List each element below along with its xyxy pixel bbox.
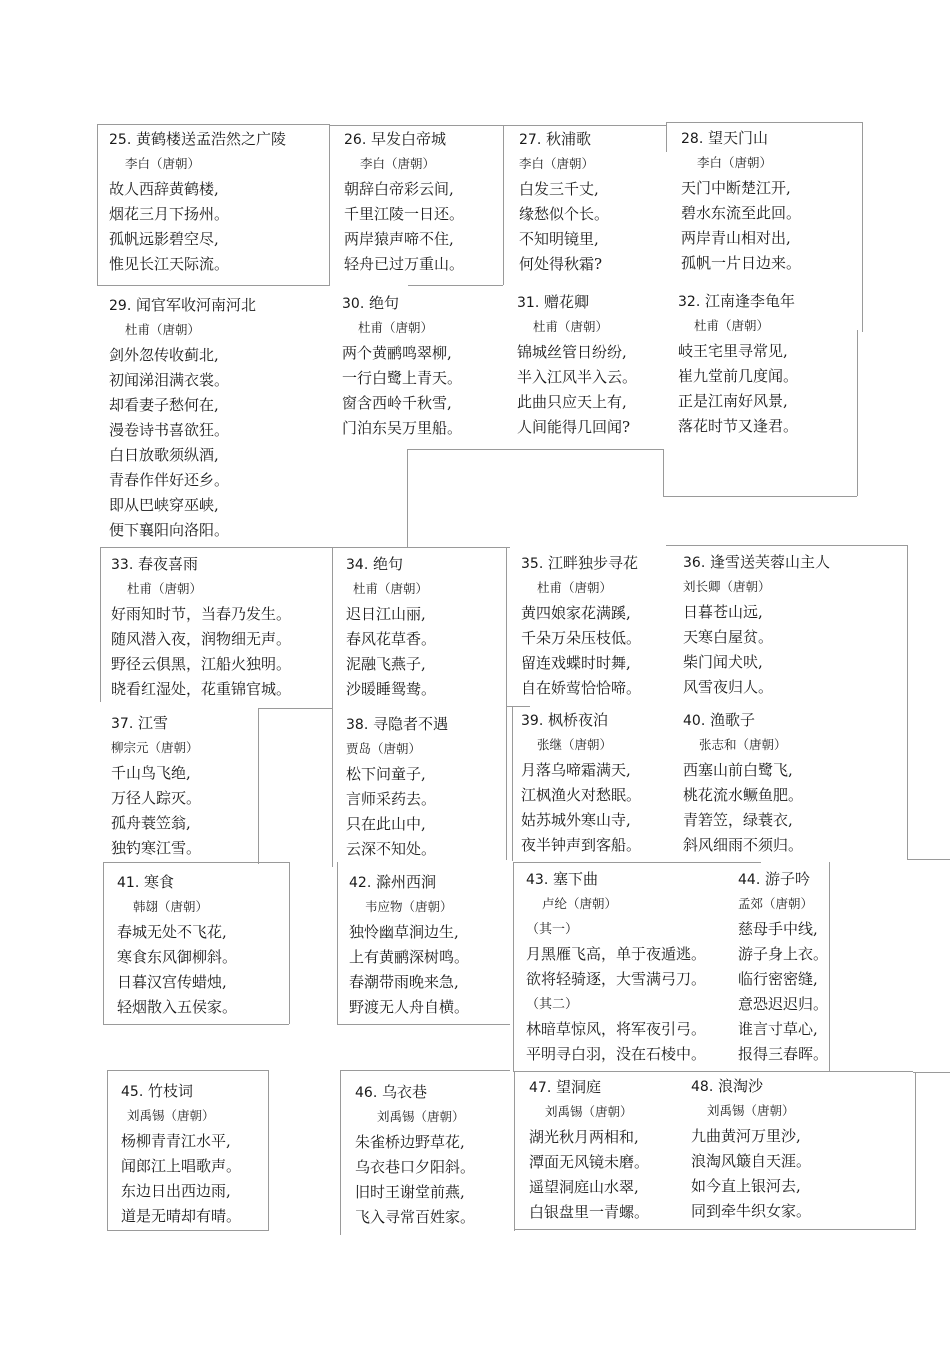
poem-lines: 日暮苍山远, 天寒白屋贫。 柴门闻犬吠, 风雪夜归人。 (683, 603, 774, 696)
rule-line (666, 122, 667, 152)
poem-27 (519, 130, 609, 277)
rule-line (513, 862, 761, 863)
rule-line (107, 1070, 269, 1071)
rule-line (513, 1071, 913, 1072)
rule-line (329, 124, 330, 286)
rule-line (340, 1070, 341, 1235)
poem-lines: 故人西辞黄鹤楼, 烟花三月下扬州。 孤帆远影碧空尽, 惟见长江天际流。 (109, 180, 230, 273)
poem-lines: 迟日江山丽, 春风花草香。 泥融飞燕子, 沙暖睡鸳鸯。 (346, 605, 437, 698)
poem-author: 杜甫（唐朝） (125, 322, 201, 337)
rule-line (268, 1070, 269, 1230)
poem-31 (517, 293, 637, 440)
poem-lines: 剑外忽传收蓟北, 初闻涕泪满衣裳。 却看妻子愁何在, 漫卷诗书喜欲狂。 白日放歌须纵酒, 青春作伴好还乡。 即从巴峡穿巫峡, 便下襄阳向洛阳。 (109, 346, 230, 539)
rule-line (503, 125, 504, 285)
poem-28 (681, 129, 801, 276)
poem-25 (109, 130, 286, 277)
poem-author: 刘禹锡（唐朝） (377, 1109, 465, 1124)
poem-title: 48. 浪淘沙 (691, 1077, 764, 1095)
poem-author: 刘长卿（唐朝） (683, 579, 771, 594)
poem-author: 韩翃（唐朝） (133, 899, 209, 914)
poem-author: 刘禹锡（唐朝） (127, 1108, 215, 1123)
poem-38 (346, 715, 448, 862)
rule-line (666, 545, 908, 546)
rule-line (340, 1070, 510, 1071)
poem-author: 李白（唐朝） (697, 155, 773, 170)
poem-39 (521, 711, 641, 858)
poem-title: 39. 枫桥夜泊 (521, 711, 609, 729)
poem-author: 柳宗元（唐朝） (111, 740, 199, 755)
poem-author: 韦应物（唐朝） (365, 899, 453, 914)
poem-42 (349, 873, 469, 1020)
rule-line (913, 1072, 950, 1073)
poem-title: 41. 寒食 (117, 873, 175, 891)
poem-32 (678, 292, 798, 439)
rule-line (289, 862, 290, 1024)
poem-lines: 慈母手中线, 游子身上衣。 临行密密缝, 意恐迟迟归。 谁言寸草心, 报得三春晖。 (738, 920, 829, 1063)
poem-author: 李白（唐朝） (125, 156, 201, 171)
poem-40 (683, 711, 803, 858)
poem-41 (117, 873, 237, 1020)
poem-lines: 九曲黄河万里沙, 浪淘风簸自天涯。 如今直上银河去, 同到牵牛织女家。 (691, 1127, 812, 1220)
rule-line (337, 1024, 510, 1025)
rule-line (663, 449, 664, 496)
poem-lines: 好雨知时节，当春乃发生。 随风潜入夜，润物细无声。 野径云俱黑，江船火独明。 晓看红湿处，花重锦官城。 (111, 605, 292, 698)
poem-33 (111, 555, 291, 702)
poem-title: 34. 绝句 (346, 555, 404, 573)
poem-title: 46. 乌衣巷 (355, 1083, 428, 1101)
poem-title: 33. 春夜喜雨 (111, 555, 199, 573)
poem-lines: 朝辞白帝彩云间, 千里江陵一日还。 两岸猿声啼不住, 轻舟已过万重山。 (344, 180, 465, 273)
poem-author: 张继（唐朝） (537, 737, 613, 752)
poem-title: 37. 江雪 (111, 714, 169, 732)
poem-lines: 天门中断楚江开, 碧水东流至此回。 两岸青山相对出, 孤帆一片日边来。 (681, 179, 802, 272)
poem-title: 40. 渔歌子 (683, 711, 756, 729)
poem-lines: 白发三千丈, 缘愁似个长。 不知明镜里, 何处得秋霜? (519, 180, 610, 273)
poem-29 (109, 296, 256, 543)
poem-47 (529, 1078, 649, 1225)
poem-title: 38. 寻隐者不遇 (346, 715, 449, 733)
poem-author: 杜甫（唐朝） (127, 581, 203, 596)
rule-line (329, 125, 666, 126)
poem-lines: 杨柳青青江水平, 闻郎江上唱歌声。 东边日出西边雨, 道是无晴却有晴。 (121, 1132, 242, 1225)
rule-line (408, 285, 503, 286)
rule-line (829, 862, 830, 1072)
poem-lines: 千山鸟飞绝, 万径人踪灭。 孤舟蓑笠翁, 独钓寒江雪。 (111, 764, 202, 857)
poem-title: 29. 闻官军收河南河北 (109, 296, 257, 314)
poem-title: 27. 秋浦歌 (519, 130, 592, 148)
poem-author: 刘禹锡（唐朝） (707, 1103, 795, 1118)
rule-line (258, 708, 332, 709)
rule-line (107, 1230, 269, 1231)
rule-line (337, 862, 338, 1024)
rule-line (857, 330, 858, 496)
poem-author: 李白（唐朝） (360, 156, 436, 171)
poem-46 (355, 1083, 475, 1230)
rule-line (332, 547, 333, 867)
poem-title: 31. 赠花卿 (517, 293, 590, 311)
rule-line (258, 708, 259, 864)
poem-title: 26. 早发白帝城 (344, 130, 447, 148)
poem-author: 贾岛（唐朝） (346, 741, 422, 756)
rule-line (107, 1070, 108, 1230)
poem-title: 28. 望天门山 (681, 129, 769, 147)
poem-author: 孟郊（唐朝） (738, 896, 814, 911)
rule-line (100, 547, 510, 548)
poem-title: 42. 滁州西涧 (349, 873, 437, 891)
poem-author: 李白（唐朝） (519, 156, 595, 171)
rule-line (407, 449, 663, 450)
poem-34 (346, 555, 436, 702)
rule-line (100, 547, 101, 702)
rule-line (514, 1071, 515, 1231)
poem-author: 卢纶（唐朝） (542, 896, 618, 911)
poem-author: 杜甫（唐朝） (537, 580, 613, 595)
poem-author: 张志和（唐朝） (699, 737, 787, 752)
rule-line (915, 1072, 916, 1230)
poem-title: 45. 竹枝词 (121, 1082, 194, 1100)
rule-line (907, 545, 908, 860)
rule-line (666, 122, 862, 123)
poem-lines: 春城无处不飞花, 寒食东风御柳斜。 日暮汉宫传蜡烛, 轻烟散入五侯家。 (117, 923, 238, 1016)
poem-48 (691, 1077, 811, 1224)
rule-line (907, 859, 950, 860)
poem-lines: 两个黄鹂鸣翠柳, 一行白鹭上青天。 窗含西岭千秋雪, 门泊东吴万里船。 (342, 344, 463, 437)
rule-line (663, 496, 857, 497)
rule-line (506, 706, 530, 707)
poem-title: 25. 黄鹤楼送孟浩然之广陵 (109, 130, 287, 148)
poem-26 (344, 130, 464, 277)
rule-line (97, 285, 329, 286)
rule-line (862, 122, 863, 332)
rule-line (506, 547, 507, 860)
poem-author: 杜甫（唐朝） (358, 320, 434, 335)
poem-title: 44. 游子吟 (738, 870, 811, 888)
poem-lines: 独怜幽草涧边生, 上有黄鹂深树鸣。 春潮带雨晚来急, 野渡无人舟自横。 (349, 923, 470, 1016)
poem-37 (111, 714, 201, 861)
poem-lines: 月落乌啼霜满天, 江枫渔火对愁眠。 姑苏城外寒山寺, 夜半钟声到客船。 (521, 761, 642, 854)
poem-title: 30. 绝句 (342, 294, 400, 312)
rule-line (512, 706, 513, 861)
poem-title: 43. 塞下曲 (526, 870, 599, 888)
rule-line (513, 862, 514, 1072)
poem-author: 杜甫（唐朝） (694, 318, 770, 333)
poem-title: 35. 江畔独步寻花 (521, 554, 639, 572)
rule-line (407, 449, 408, 547)
poem-lines: 湖光秋月两相和, 潭面无风镜未磨。 遥望洞庭山水翠, 白银盘里一青螺。 (529, 1128, 650, 1221)
rule-line (514, 1229, 916, 1230)
rule-line (97, 124, 329, 125)
poem-lines: 岐王宅里寻常见, 崔九堂前几度闻。 正是江南好风景, 落花时节又逢君。 (678, 342, 799, 435)
poem-author: 杜甫（唐朝） (353, 581, 429, 596)
poem-author: 刘禹锡（唐朝） (545, 1104, 633, 1119)
poem-lines: （其一） 月黑雁飞高，单于夜遁逃。 欲将轻骑逐，大雪满弓刀。 （其二） 林暗草惊风，将军夜引弓。 平明寻白羽，没在石棱中。 (526, 922, 707, 1063)
poem-35 (521, 554, 641, 701)
poem-title: 36. 逢雪送芙蓉山主人 (683, 553, 831, 571)
rule-line (103, 862, 104, 1024)
poem-36 (683, 553, 830, 700)
rule-line (97, 124, 98, 286)
poem-lines: 锦城丝管日纷纷, 半入江风半入云。 此曲只应天上有, 人间能得几回闻? (517, 343, 638, 436)
rule-line (103, 862, 289, 863)
poem-43 (526, 870, 706, 1067)
poem-title: 32. 江南逢李龟年 (678, 292, 796, 310)
rule-line (103, 1024, 289, 1025)
poem-30 (342, 294, 462, 441)
poem-lines: 西塞山前白鹭飞, 桃花流水鳜鱼肥。 青箬笠，绿蓑衣, 斜风细雨不须归。 (683, 761, 804, 854)
poem-title: 47. 望洞庭 (529, 1078, 602, 1096)
poem-lines: 黄四娘家花满蹊, 千朵万朵压枝低。 留连戏蝶时时舞, 自在娇莺恰恰啼。 (521, 604, 642, 697)
poem-44 (738, 870, 828, 1067)
poem-lines: 松下问童子, 言师采药去。 只在此山中, 云深不知处。 (346, 765, 437, 858)
poem-45 (121, 1082, 241, 1229)
poem-author: 杜甫（唐朝） (533, 319, 609, 334)
poem-lines: 朱雀桥边野草花, 乌衣巷口夕阳斜。 旧时王谢堂前燕, 飞入寻常百姓家。 (355, 1133, 476, 1226)
